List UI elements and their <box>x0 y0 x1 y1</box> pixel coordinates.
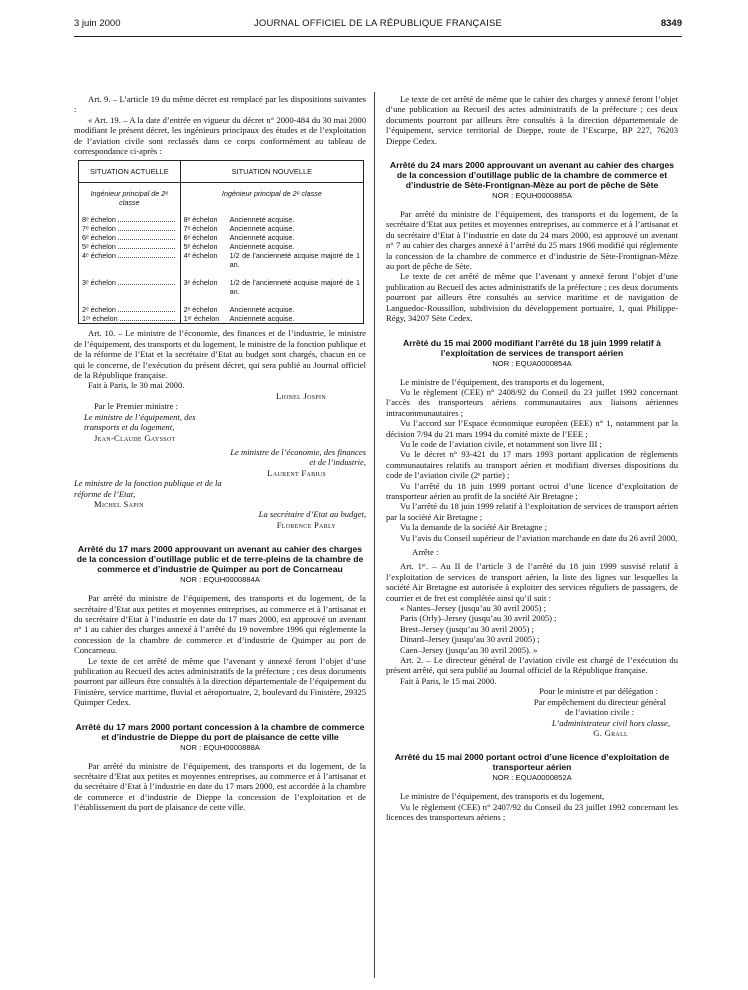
route-line: Brest–Jersey (jusqu’au 30 avril 2005) ; <box>400 623 534 634</box>
nor-code: NOR : EQUA0000852A <box>492 773 572 783</box>
grade-new: Ingénieur principal de 2ᵉ classe <box>221 189 322 199</box>
recital: Vu le décret n° 93-421 du 17 mars 1993 portant application de règlements communautaires relatifs au transport aérien et modifiant diverses dispositions du code de l’aviation civile (2ᵉ partie) ; <box>386 449 678 481</box>
new-echelon: 3ᵉ échelon <box>183 278 218 288</box>
decree-title-concarneau: Arrêté du 17 mars 2000 approuvant un avenant au cahier des charges de la concession d’outillage public et de terre-pleins de la chambre de commerce et d’industrie de Quimper au port de Concarneau <box>76 544 364 575</box>
publication-date: 3 juin 2000 <box>74 18 121 29</box>
table-row <box>79 242 364 251</box>
recital: Le ministre de l’équipement, des transports et du logement, <box>400 376 605 387</box>
paragraph: Par arrêté du ministre de l’équipement, des transports et du logement, de la secrétaire d’Etat aux petites et moyennes entreprises, au commerce et à l’artisanat et du secrétaire d’Etat à l’industrie en date du 17 mars 2000, est accordée à la chambre de commerce et d’industrie de Dieppe la concession de l’exploitation et de l’établissement du port de plaisance de cette ville. <box>74 760 366 813</box>
table-header-current: SITUATION ACTUELLE <box>79 161 181 183</box>
arrete-label: Arrête : <box>412 547 439 557</box>
recital: Vu le règlement (CEE) n° 2408/92 du Conseil du 23 juillet 1992 concernant l’accès des transporteurs aériens communautaires aux liaisons aériennes intracommunautaires ; <box>386 386 678 418</box>
table-row <box>79 215 364 224</box>
table-row <box>79 251 364 269</box>
article-1: Art. 1ᵉʳ. – Au II de l’article 3 de l’arrêté du 18 juin 1999 susvisé relatif à l’exploitation de services de transport aérien, la liste des lignes sur lesquelles la société Air Bretagne est autorisée à exploiter des services réguliers de passagers, de courrier et de fret est complétée ainsi qu’il suit : <box>386 561 678 603</box>
grade-current: Ingénieur principal de 2ᵉ classe <box>79 183 181 216</box>
decree-title-dieppe: Arrêté du 17 mars 2000 portant concession à la chambre de commerce et d’industrie de Dieppe du port de plaisance de cette ville <box>75 721 365 742</box>
old-echelon: 5ᵉ échelon <box>82 242 116 252</box>
nor-code: NOR : EQUH0000885A <box>492 191 572 201</box>
seniority-rule: Ancienneté acquise. <box>229 314 295 324</box>
seniority-rule: Ancienneté acquise. <box>229 224 295 234</box>
header-rule <box>74 36 682 37</box>
left-column <box>74 94 366 813</box>
new-echelon: 4ᵉ échelon <box>183 251 218 261</box>
old-echelon: 1ᵉʳ échelon <box>82 314 118 324</box>
signatory-name: G. Grall <box>593 727 628 738</box>
new-echelon: 8ᵉ échelon <box>183 215 218 225</box>
table-row <box>79 233 364 242</box>
nor-code: NOR : EQUA0000854A <box>492 358 572 368</box>
journal-title: JOURNAL OFFICIEL DE LA RÉPUBLIQUE FRANÇAISE <box>253 18 503 29</box>
route-line: Caen–Jersey (jusqu’au 30 avril 2005). » <box>400 644 538 655</box>
article-9-quote: « Art. 19. – A la date d’entrée en vigueur du décret n° 2000-484 du 30 mai 2000 modifiant le présent décret, les ingénieurs principaux des études et de l’exploitation de l’aviation civile sont reclassés dans ce corps conformément au tableau de correspondance ci-après : <box>74 114 366 157</box>
by-pm-label: Par le Premier ministre : <box>94 401 179 412</box>
new-echelon: 6ᵉ échelon <box>183 233 218 243</box>
paragraph: Le texte de cet arrêté de même que l’avenant y annexé feront l’objet d’une publication au Recueil des actes administratifs de la préfecture ; ces deux documents pourront par ailleurs être consultés au service maritime et de navigation de Languedoc-Roussillon, subdivision du développement portuaire, 1, quai Philippe-Régy, 34207 Sète Cedex. <box>386 271 678 324</box>
new-echelon: 5ᵉ échelon <box>183 242 218 252</box>
paragraph: Le texte de cet arrêté de même que le cahier des charges y annexé feront l’objet d’une publication au Recueil des actes administratifs de la préfecture ; ces deux documents pourront par ailleurs être consultés à la direction départementale de l’équipement, service territorial de Dieppe, route de l’Escarpe, BP 227, 76203 Dieppe Cedex. <box>386 94 678 146</box>
old-echelon: 6ᵉ échelon <box>82 233 116 243</box>
recital: Vu l’arrêté du 18 juin 1999 relatif à l’exploitation de services de transport aérien par la société Air Bretagne ; <box>386 501 678 522</box>
seniority-rule: Ancienneté acquise. <box>229 305 295 315</box>
table-row <box>79 224 364 233</box>
right-column <box>386 94 678 823</box>
delegation-line: Pour le ministre et par délégation : <box>539 686 658 697</box>
recital: Vu la demande de la société Air Bretagne ; <box>400 522 547 533</box>
old-echelon: 7ᵉ échelon <box>82 224 116 234</box>
seniority-rule: Ancienneté acquise. <box>229 242 295 252</box>
paragraph: Le texte de cet arrêté de même que l’avenant y annexé feront l’objet d’une publication au Recueil des actes administratifs de la préfecture ; ces deux documents pourront par ailleurs être consultés à la direction départementale de l’équipement du Finistère, service maritime, fluvial et aéroportuaire, 2, boulevard du Finistère, 29325 Quimper Cedex. <box>74 655 366 708</box>
paragraph: Par arrêté du ministre de l’équipement, des transports et du logement, de la secrétaire d’Etat aux petites et moyennes entreprises, au commerce et à l’artisanat et du secrétaire d’Etat à l’industrie en date du 24 mars 2000, est approuvé un avenant n° 7 au cahier des charges annexé à l’arrêté du 25 mars 1966 modifié qui réglemente la concession de la chambre de commerce et d’industrie de Sète-Frontignan-Mèze au port de pêche de Sète. <box>386 209 678 272</box>
signatory-budget: Florence Parly <box>276 519 336 530</box>
decree-title-sete: Arrêté du 24 mars 2000 approuvant un avenant au cahier des charges de la concession d’outillage public de la chambre de commerce et d’industrie de Sète-Frontignan-Mèze au port de pêche de Sète <box>389 160 675 191</box>
table-row <box>79 278 364 296</box>
old-echelon: 3ᵉ échelon <box>82 278 116 288</box>
article-2: Art. 2. – Le directeur général de l’aviation civile est chargé de l’exécution du présent arrêté, qui sera publié au Journal officiel de la République française. <box>386 655 678 676</box>
signatory-pm: Lionel Jospin <box>276 390 326 401</box>
decree-title-licence: Arrêté du 15 mai 2000 portant octroi d’une licence d’exploitation de transporteur aérien <box>394 752 670 773</box>
signatory-equipment: Jean-Claude Gayssot <box>94 432 176 443</box>
signature-date: Fait à Paris, le 15 mai 2000. <box>400 675 497 686</box>
old-echelon: 4ᵉ échelon <box>82 251 116 261</box>
route-line: Paris (Orly)–Jersey (jusqu’au 30 avril 2005) ; <box>400 613 557 624</box>
nor-code: NOR : EQUH0000888A <box>180 742 260 752</box>
article-10: Art. 10. – Le ministre de l’économie, des finances et de l’industrie, le ministre de l’équipement, des transports et du logement, le ministre de la fonction publique et de la réforme de l’Etat et la secrétaire d’Etat au budget sont chargés, chacun en ce qui le concerne, de l’exécution du présent décret, qui sera publié au Journal officiel de la République française. <box>74 328 366 381</box>
table-header-new: SITUATION NOUVELLE <box>180 161 363 183</box>
signatory-economy: Laurent Fabius <box>267 467 326 478</box>
paragraph: Par arrêté du ministre de l’équipement, des transports et du logement, de la secrétaire d’Etat aux petites et moyennes entreprises, au commerce et à l’artisanat et du secrétaire d’Etat à l’industrie en date du 17 mars 2000, est approuvé un avenant n° 1 au cahier des charges annexé à l’arrêté du 19 novembre 1996 qui réglemente la concession de la chambre de commerce et d’industrie de Quimper au port de Concarneau. <box>74 593 366 656</box>
old-echelon: 2ᵉ échelon <box>82 305 116 315</box>
recital: Vu l’arrêté du 18 juin 1999 portant octroi d’une licence d’exploitation de transporteur aérien au profit de la société Air Bretagne ; <box>386 480 678 501</box>
minister-budget: La secrétaire d’Etat au budget, <box>258 509 366 520</box>
minister-equipment: Le ministre de l’équipement, des transports et du logement, <box>84 411 196 433</box>
new-echelon: 2ᵉ échelon <box>183 305 218 315</box>
correspondence-table <box>78 160 364 324</box>
table-row <box>79 305 364 314</box>
route-line: « Nantes–Jersey (jusqu’au 30 avril 2005) ; <box>400 603 547 614</box>
recital: Vu le règlement (CEE) n° 2407/92 du Conseil du 23 juillet 1992 concernant les licences des transporteurs aériens ; <box>386 801 678 823</box>
seniority-rule: 1/2 de l’ancienneté acquise majoré de 1 an. <box>229 251 360 270</box>
page-number: 8349 <box>660 18 682 29</box>
new-echelon: 7ᵉ échelon <box>183 224 218 234</box>
minister-public-service: Le ministre de la fonction publique et de la réforme de l’Etat, <box>74 478 222 499</box>
recital: Vu l’accord sur l’Espace économique européen (EEE) n° 1, notamment par la décision 7/94 du 21 mars 1994 du comité mixte de l’EEE ; <box>386 418 678 439</box>
signatory-title: L’administrateur civil hors classe, <box>551 717 670 728</box>
minister-economy: Le ministre de l’économie, des finances et de l’industrie, <box>230 446 366 468</box>
column-divider <box>374 92 375 978</box>
seniority-rule: Ancienneté acquise. <box>229 233 295 243</box>
article-9: Art. 9. – L’article 19 du même décret est remplacé par les dispositions suivantes : <box>74 94 366 115</box>
route-line: Dinard–Jersey (jusqu’au 30 avril 2005) ; <box>400 634 540 645</box>
new-echelon: 1ᵉʳ échelon <box>183 314 220 324</box>
recital: Le ministre de l’équipement, des transports et du logement, <box>400 791 605 802</box>
signatory-public-service: Michel Sapin <box>94 498 144 509</box>
nor-code: NOR : EQUH0000884A <box>180 575 260 585</box>
delegation-line: de l’aviation civile : <box>565 707 634 718</box>
old-echelon: 8ᵉ échelon <box>82 215 116 225</box>
recital: Vu l’avis du Conseil supérieur de l’aviation marchande en date du 26 avril 2000, <box>400 532 678 543</box>
seniority-rule: Ancienneté acquise. <box>229 215 295 225</box>
seniority-rule: 1/2 de l’ancienneté acquise majoré de 1 an. <box>229 278 360 297</box>
decree-title-air-services: Arrêté du 15 mai 2000 modifiant l’arrêté du 18 juin 1999 relatif à l’exploitation de services de transport aérien <box>403 337 661 358</box>
recital: Vu le code de l’aviation civile, et notamment son livre III ; <box>400 438 602 449</box>
signature-date: Fait à Paris, le 30 mai 2000. <box>88 380 185 391</box>
page-header <box>74 18 682 32</box>
table-row <box>79 314 364 324</box>
delegation-line: Par empêchement du directeur général <box>533 696 666 707</box>
